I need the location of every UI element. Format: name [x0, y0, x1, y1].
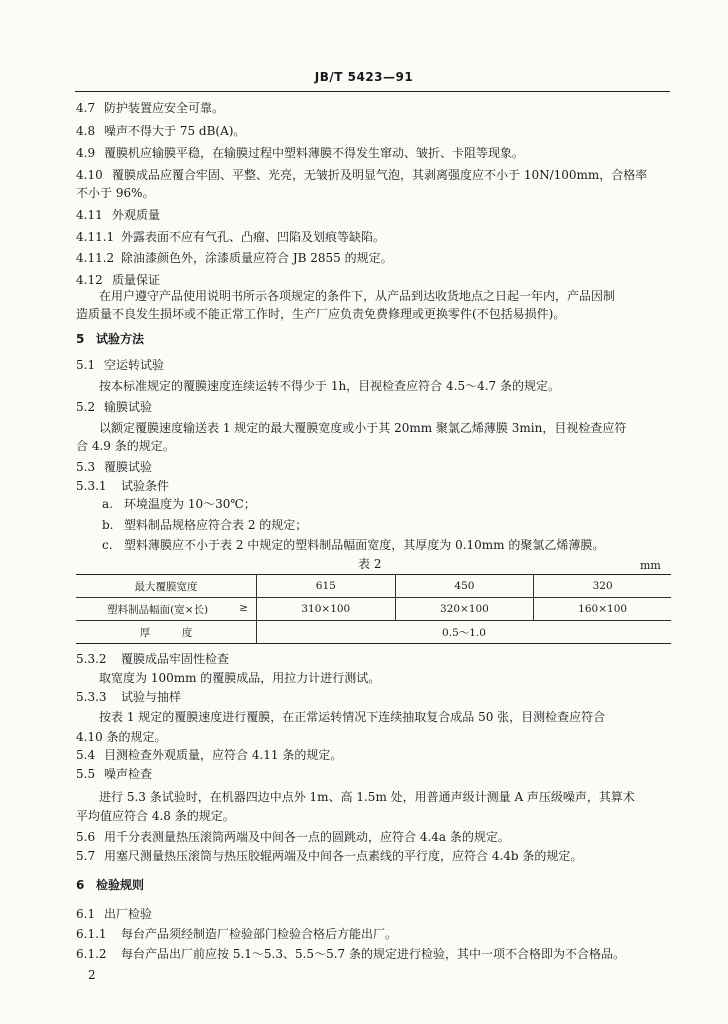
- clause-5-4: 5.4 目测检查外观质量，应符合 4.11 条的规定。: [76, 748, 343, 762]
- clause-4-11: 4.11 外观质量: [76, 208, 161, 222]
- clause-5-3-3: 5.3.3 试验与抽样: [76, 690, 182, 704]
- table-row: [76, 621, 671, 644]
- clause-5-2-cont: 合 4.9 条的规定。: [76, 439, 175, 453]
- table-caption: 表 2: [358, 557, 382, 571]
- table-cell: 450: [395, 575, 534, 598]
- header-rule: [75, 91, 670, 92]
- table-cell: 厚 度: [76, 621, 257, 644]
- clause-4-10: 4.10 覆膜成品应覆合牢固、平整、光亮，无皱折及明显气泡，其剥离强度应不小于 10N/100mm，合格率: [76, 168, 648, 182]
- table-cell: [76, 598, 257, 621]
- clause-5-3-2: 5.3.2 覆膜成品牢固性检查: [76, 652, 230, 666]
- clause-4-7: 4.7 防护装置应安全可靠。: [76, 101, 225, 115]
- table-cell: 0.5～1.0: [257, 621, 672, 644]
- item-a: a. 环境温度为 10～30℃；: [102, 497, 256, 511]
- standard-code-header: JB/T 5423—91: [314, 70, 414, 84]
- item-b: b. 塑料制品规格应符合表 2 的规定；: [102, 518, 308, 532]
- page-number: 2: [88, 968, 96, 982]
- clause-5-3-3-para: 按表 1 规定的覆膜速度进行覆膜，在正常运转情况下连续抽取复合成品 50 张，目测检查应符合: [99, 710, 606, 724]
- clause-5-5-cont: 平均值应符合 4.8 条的规定。: [76, 809, 235, 823]
- table-cell: 615: [257, 575, 396, 598]
- clause-6-1-1: 6.1.1 每台产品须经制造厂检验部门检验合格后方能出厂。: [76, 927, 398, 941]
- section-5-heading: 5 试验方法: [76, 332, 145, 346]
- clause-4-8: 4.8 噪声不得大于 75 dB(A)。: [76, 124, 246, 138]
- table-cell: 310×100: [257, 598, 396, 621]
- table-row: [76, 598, 671, 621]
- clause-4-9: 4.9 覆膜机应输膜平稳，在输膜过程中塑料薄膜不得发生窜动、皱折、卡阻等现象。: [76, 146, 525, 160]
- clause-5-2: 5.2 输膜试验: [76, 400, 153, 414]
- table-cell: 最大覆膜宽度: [76, 575, 257, 598]
- clause-5-3-3-cont: 4.10 条的规定。: [76, 730, 167, 744]
- clause-5-3-2-para: 取宽度为 100mm 的覆膜成品，用拉力计进行测试。: [99, 671, 381, 685]
- clause-4-12-cont: 造质量不良发生损坏或不能正常工作时，生产厂应负责免费修理或更换零件(不包括易损件)。: [76, 307, 566, 321]
- table-cell: 320: [534, 575, 671, 598]
- row-label: 塑料制品幅面(宽×长): [107, 603, 209, 616]
- clause-6-1: 6.1 出厂检验: [76, 907, 153, 921]
- clause-5-3: 5.3 覆膜试验: [76, 460, 153, 474]
- clause-5-2-para: 以额定覆膜速度输送表 1 规定的最大覆膜宽度或小于其 20mm 聚氯乙烯薄膜 3min，目视检查应符: [99, 421, 627, 435]
- table-cell: 320×100: [395, 598, 534, 621]
- ge-symbol: ≥: [239, 601, 248, 614]
- clause-5-7: 5.7 用塞尺测量热压滚筒与热压胶辊两端及中间各一点素线的平行度，应符合 4.4b 条的规定。: [76, 849, 583, 863]
- clause-4-10-cont: 不小于 96%。: [76, 186, 155, 200]
- clause-6-1-2: 6.1.2 每台产品出厂前应按 5.1～5.3、5.5～5.7 条的规定进行检验，其中一项不合格即为不合格品。: [76, 947, 625, 961]
- table-row: [76, 575, 671, 598]
- clause-5-1: 5.1 空运转试验: [76, 358, 165, 372]
- section-6-heading: 6 检验规则: [76, 878, 145, 892]
- table-cell: 160×100: [534, 598, 671, 621]
- clause-4-11-1: 4.11.1 外露表面不应有气孔、凸瘤、凹陷及划痕等缺陷。: [76, 230, 386, 244]
- clause-5-5: 5.5 噪声检查: [76, 767, 153, 781]
- clause-4-11-2: 4.11.2 除油漆颜色外，涂漆质量应符合 JB 2855 的规定。: [76, 251, 393, 265]
- clause-5-6: 5.6 用千分表测量热压滚筒两端及中间各一点的圆跳动，应符合 4.4a 条的规定。: [76, 830, 510, 844]
- table-2: [76, 574, 671, 644]
- table-unit: mm: [640, 559, 661, 572]
- clause-4-12: 4.12 质量保证: [76, 273, 161, 287]
- clause-5-3-1: 5.3.1 试验条件: [76, 479, 170, 493]
- clause-5-5-para: 进行 5.3 条试验时，在机器四边中点外 1m、高 1.5m 处，用普通声级计测量 A 声压级噪声，其算术: [99, 790, 635, 804]
- item-c: c. 塑料薄膜应不小于表 2 中规定的塑料制品幅面宽度，其厚度为 0.10mm 的聚氯乙烯薄膜。: [102, 538, 605, 552]
- clause-5-1-para: 按本标准规定的覆膜速度连续运转不得少于 1h，目视检查应符合 4.5～4.7 条的规定。: [99, 379, 560, 393]
- clause-4-12-para: 在用户遵守产品使用说明书所示各项规定的条件下，从产品到达收货地点之日起一年内，产品因制: [99, 289, 616, 303]
